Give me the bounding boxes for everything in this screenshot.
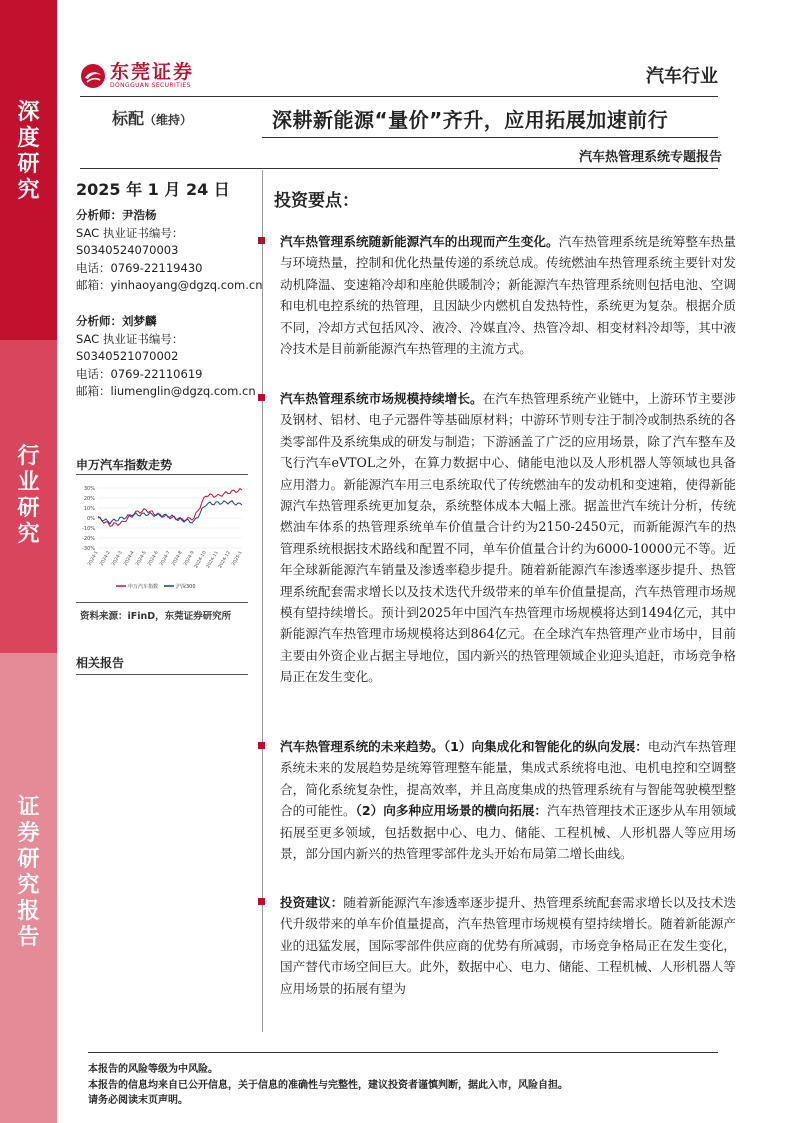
- logo-text-en: DONGGUAN SECURITIES: [110, 82, 191, 89]
- footer-disclaimer: [88, 1062, 568, 1109]
- index-chart-top-rule: [76, 474, 248, 475]
- key-point-text: 在汽车热管理系统产业链中，上游环节主要涉及钢材、铝材、电子元器件等基础原材料；中游环节则专注于制冷或制热系统的各类零部件及系统集成的研发与制造；下游涵盖了广泛的应用场景，除了汽车整车及飞行汽车eVTOL之外，在算力数据中心、储能电池以及人形机器人等领域也具备应用潜力。新能源汽车用三电系统取代了传统燃油车的发动机和变速箱，使得新能源汽车热管理系统更加复杂，系统整体成本大幅上涨。据盖世汽车统计分析，传统燃油车体系的热管理系统单车价值量合计约为2150-2450元，而新能源汽车的热管理系统根据技术路线和配置不同，单车价值量合计约为6000-10000元不等。近年全球新能源汽车销量及渗透率稳步提升。随着新能源汽车渗透率逐步提升、热管理系统配套需求增长以及技术迭代升级带来的单车价值量提高，汽车热管理市场规模有望持续增长。预计到2025年中国汽车热管理市场规模将达到1494亿元，其中新能源汽车热管理市场规模将达到864亿元。在全球汽车热管理产业市场中，目前主要由外资企业占据主导地位，国内新兴的热管理领域企业迎头追赶，市场竞争格局正在发生变化。: [280, 391, 737, 685]
- logo-text-cn: 东莞证券: [110, 61, 195, 83]
- bullet-square-icon: [258, 898, 265, 905]
- chart-y-tick-label: 0%: [87, 516, 95, 522]
- analyst-phone: 电话：0769-22110619: [76, 366, 203, 381]
- chart-x-tick-label: 2024-6: [147, 550, 160, 567]
- industry-label: 汽车行业: [646, 66, 718, 87]
- bullet-square-icon: [258, 394, 265, 401]
- chart-y-tick-label: 20%: [83, 496, 95, 502]
- chart-series-line: [98, 489, 242, 527]
- chart-x-tick-label: 2024-9: [183, 550, 196, 567]
- footer-divider: [88, 1052, 718, 1053]
- key-points-title: 投资要点：: [274, 191, 359, 211]
- chart-x-tick-label: 2024-3: [111, 550, 124, 567]
- chart-x-tick-label: 2024-8: [171, 550, 184, 567]
- analyst-cert-label: SAC 执业证书编号：: [76, 331, 184, 346]
- analyst-email[interactable]: 邮箱：yinhaoyang@dgzq.com.cn: [76, 278, 263, 292]
- rating-note: （维持）: [144, 113, 193, 127]
- rating: [112, 106, 192, 129]
- related-reports-title: 相关报告: [76, 656, 125, 670]
- index-chart-bottom-rule: [76, 602, 248, 603]
- index-chart: [76, 480, 248, 598]
- analyst-name: 分析师：尹浩杨: [76, 208, 157, 222]
- analyst-name: 分析师：刘梦麟: [76, 314, 157, 328]
- analyst-cert-label: SAC 执业证书编号：: [76, 225, 184, 240]
- key-point-item: [280, 388, 736, 688]
- report-date: 2025 年 1 月 24 日: [76, 180, 230, 199]
- key-point-lead: 汽车热管理系统随新能源汽车的出现而产生变化。: [280, 234, 559, 249]
- analyst-card: [76, 313, 266, 401]
- footer-info-note: 本报告的信息均来自已公开信息，关于信息的准确性与完整性，建议投资者谨慎判断，据此入市，风险自担。: [88, 1079, 568, 1091]
- analyst-phone: 电话：0769-22119430: [76, 260, 203, 275]
- analyst-cert: S0340524070003: [76, 243, 179, 257]
- chart-x-tick-label: 2024-2: [99, 550, 112, 567]
- subtitle-divider: [80, 168, 718, 169]
- sidebar-block-industry-research: [0, 340, 57, 653]
- title-divider: [262, 137, 718, 138]
- header-divider: [80, 96, 718, 97]
- index-chart-title: 申万汽车指数走势: [76, 458, 173, 472]
- report-title: 深耕新能源“量价”齐升，应用拓展加速前行: [272, 108, 669, 132]
- chart-x-tick-label: 2024-11: [205, 550, 220, 570]
- analyst-card: [76, 207, 266, 295]
- sidebar-block-deep-research: [0, 0, 57, 340]
- footer-risk-level: 本报告的风险等级为中风险。: [88, 1064, 218, 1075]
- bullet-square-icon: [258, 742, 265, 749]
- sidebar-label-industry-research: 行 业 研 究: [17, 444, 40, 547]
- key-point-text-2: 汽车热管理技术正逐步从车用领域拓展至更多领域，包括数据中心、电力、储能、工程机械、人形机器人等应用场景，部分国内新兴的热管理零部件龙头开始布局第二增长曲线。: [280, 803, 737, 862]
- key-point-text: 电动汽车热管理系统未来的发展趋势是统筹管理整车能量，集成式系统将电池、电机电控和空调整合，简化系统复杂性，提高效率，并且高度集成的热管理系统有与智能驾驶模型整合的可能性。: [280, 739, 736, 819]
- related-reports-rule: [76, 674, 248, 675]
- sidebar-label-securities-report: 证 券 研 究 报 告: [17, 795, 40, 950]
- index-chart-svg: [76, 480, 248, 598]
- key-point-item: [280, 736, 736, 864]
- chart-series-line: [98, 501, 242, 524]
- key-point-lead: 汽车热管理系统市场规模持续增长。: [280, 391, 483, 406]
- company-logo: [80, 62, 194, 90]
- chart-y-tick-label: 10%: [83, 506, 95, 512]
- key-point-lead: 投资建议：: [280, 895, 344, 910]
- chart-legend-label: 申万汽车指数: [128, 584, 159, 590]
- key-point-lead-2: （2）向多种应用场景的横向拓展：: [355, 803, 548, 819]
- analyst-email[interactable]: 邮箱：liumenglin@dgzq.com.cn: [76, 384, 256, 398]
- chart-y-tick-label: -10%: [82, 526, 95, 532]
- chart-y-tick-label: 30%: [83, 486, 95, 492]
- analyst-cert: S0340521070002: [76, 349, 179, 363]
- sidebar-label-deep-research: 深 度 研 究: [17, 100, 40, 203]
- chart-x-tick-label: 2024-5: [135, 550, 148, 567]
- logo-icon: [80, 63, 106, 89]
- key-point-item: [280, 231, 736, 359]
- chart-x-tick-label: 2024-10: [193, 550, 208, 570]
- chart-legend-label: 沪深300: [176, 584, 196, 590]
- bullet-square-icon: [258, 237, 265, 244]
- chart-x-tick-label: 2024-12: [217, 550, 232, 570]
- chart-x-tick-label: 2025-1: [231, 550, 244, 567]
- report-subtitle: 汽车热管理系统专题报告: [578, 150, 722, 165]
- sidebar-block-securities-report: [0, 653, 57, 1123]
- chart-y-tick-label: -20%: [82, 536, 95, 542]
- key-point-text: 汽车热管理系统是统筹整车热量与环境热量，控制和优化热量传递的系统总成。传统燃油车热管理系统主要针对发动机降温、变速箱冷却和座舱供暖制冷；新能源汽车热管理系统则包括电池、空调和电机电控系统的热管理，且因缺少内燃机自发热特性，系统更为复杂。根据介质不同，冷却方式包括风冷、液冷、冷媒直冷、热管冷却、相变材料冷却等，其中液冷技术是目前新能源汽车热管理的主流方式。: [280, 234, 737, 357]
- key-point-lead: 汽车热管理系统的未来趋势。（1）向集成化和智能化的纵向发展：: [280, 739, 648, 754]
- footer-read-disclaimer: 请务必阅读末页声明。: [88, 1095, 188, 1106]
- key-point-text: 随着新能源汽车渗透率逐步提升、热管理系统配套需求增长以及技术迭代升级带来的单车价值量提高，汽车热管理市场规模有望持续增长。随着新能源产业的迅猛发展，国际零部件供应商的优势有所减弱，市场竞争格局正在发生变化，国产替代市场空间巨大。此外，数据中心、电力、储能、工程机械、人形机器人等应用场景的拓展有望为: [280, 895, 736, 996]
- chart-y-tick-label: -30%: [82, 546, 95, 552]
- chart-x-tick-label: 2024-1: [87, 550, 100, 567]
- key-point-item: [280, 892, 736, 999]
- rating-value: 标配: [112, 109, 145, 128]
- chart-x-tick-label: 2024-4: [123, 550, 136, 567]
- chart-source: 资料来源：iFinD，东莞证券研究所: [80, 611, 232, 622]
- chart-x-tick-label: 2024-7: [159, 550, 172, 567]
